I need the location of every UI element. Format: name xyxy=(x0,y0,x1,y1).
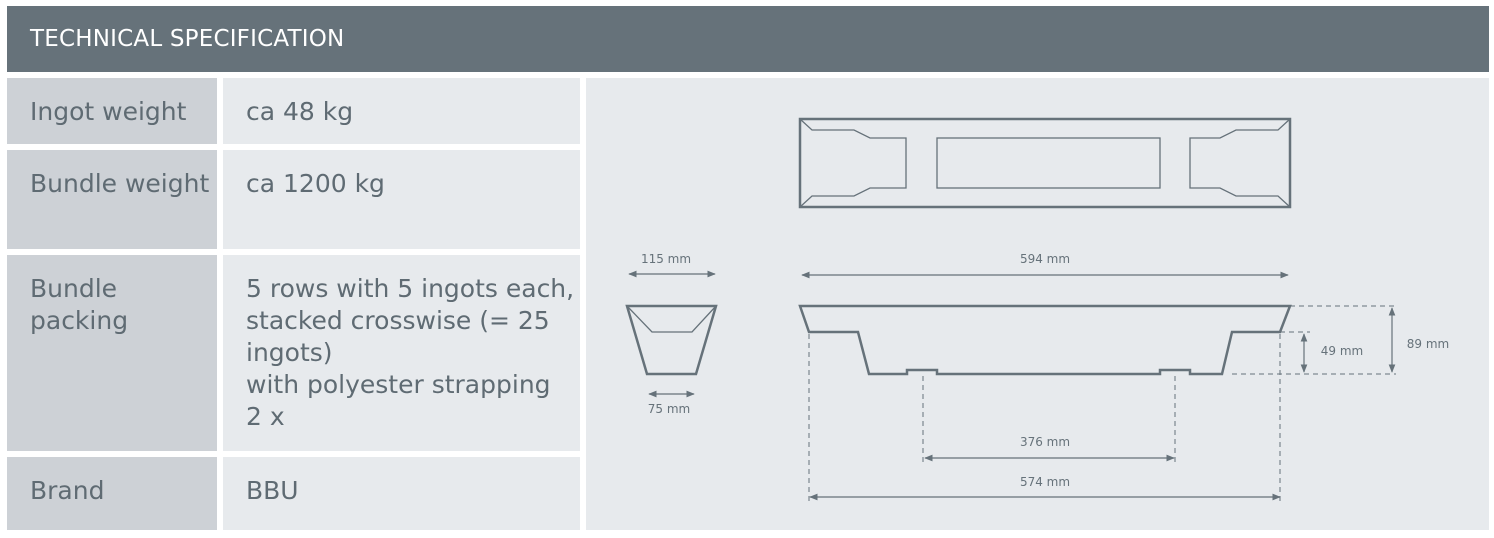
dim-label-top-width: 115 mm xyxy=(640,252,692,266)
extension-lines xyxy=(809,306,1396,502)
spec-label-ingot-weight: Ingot weight xyxy=(7,78,217,144)
ingot-drawing-svg xyxy=(586,78,1489,530)
top-view-outline xyxy=(800,119,1290,207)
spec-value-bundle-packing: 5 rows with 5 ingots each, stacked crosswise (= 25 ingots) with polyester strapping 2 x xyxy=(223,255,580,451)
dim-label-bottom-length: 574 mm xyxy=(1019,475,1071,489)
spec-value-bundle-weight: ca 1200 kg xyxy=(223,150,580,249)
top-view-details xyxy=(800,119,1290,207)
end-view-outline xyxy=(627,306,716,374)
ingot-technical-drawing xyxy=(586,78,1489,530)
end-view-inner xyxy=(627,306,716,332)
section-title: TECHNICAL SPECIFICATION xyxy=(30,26,345,52)
side-view-outline xyxy=(800,306,1290,374)
dim-label-middle-length: 376 mm xyxy=(1019,435,1071,449)
spec-label-brand: Brand xyxy=(7,457,217,530)
spec-value-brand: BBU xyxy=(223,457,580,530)
spec-value-ingot-weight: ca 48 kg xyxy=(223,78,580,144)
dim-label-inner-height: 49 mm xyxy=(1320,344,1364,358)
dim-label-total-height: 89 mm xyxy=(1406,337,1450,351)
dim-label-bottom-width: 75 mm xyxy=(647,402,691,416)
dim-label-length: 594 mm xyxy=(1019,252,1071,266)
section-header xyxy=(7,6,1489,72)
dimension-lines xyxy=(629,274,1392,497)
spec-label-bundle-packing: Bundle packing xyxy=(7,255,217,451)
spec-label-bundle-weight: Bundle weight xyxy=(7,150,217,249)
